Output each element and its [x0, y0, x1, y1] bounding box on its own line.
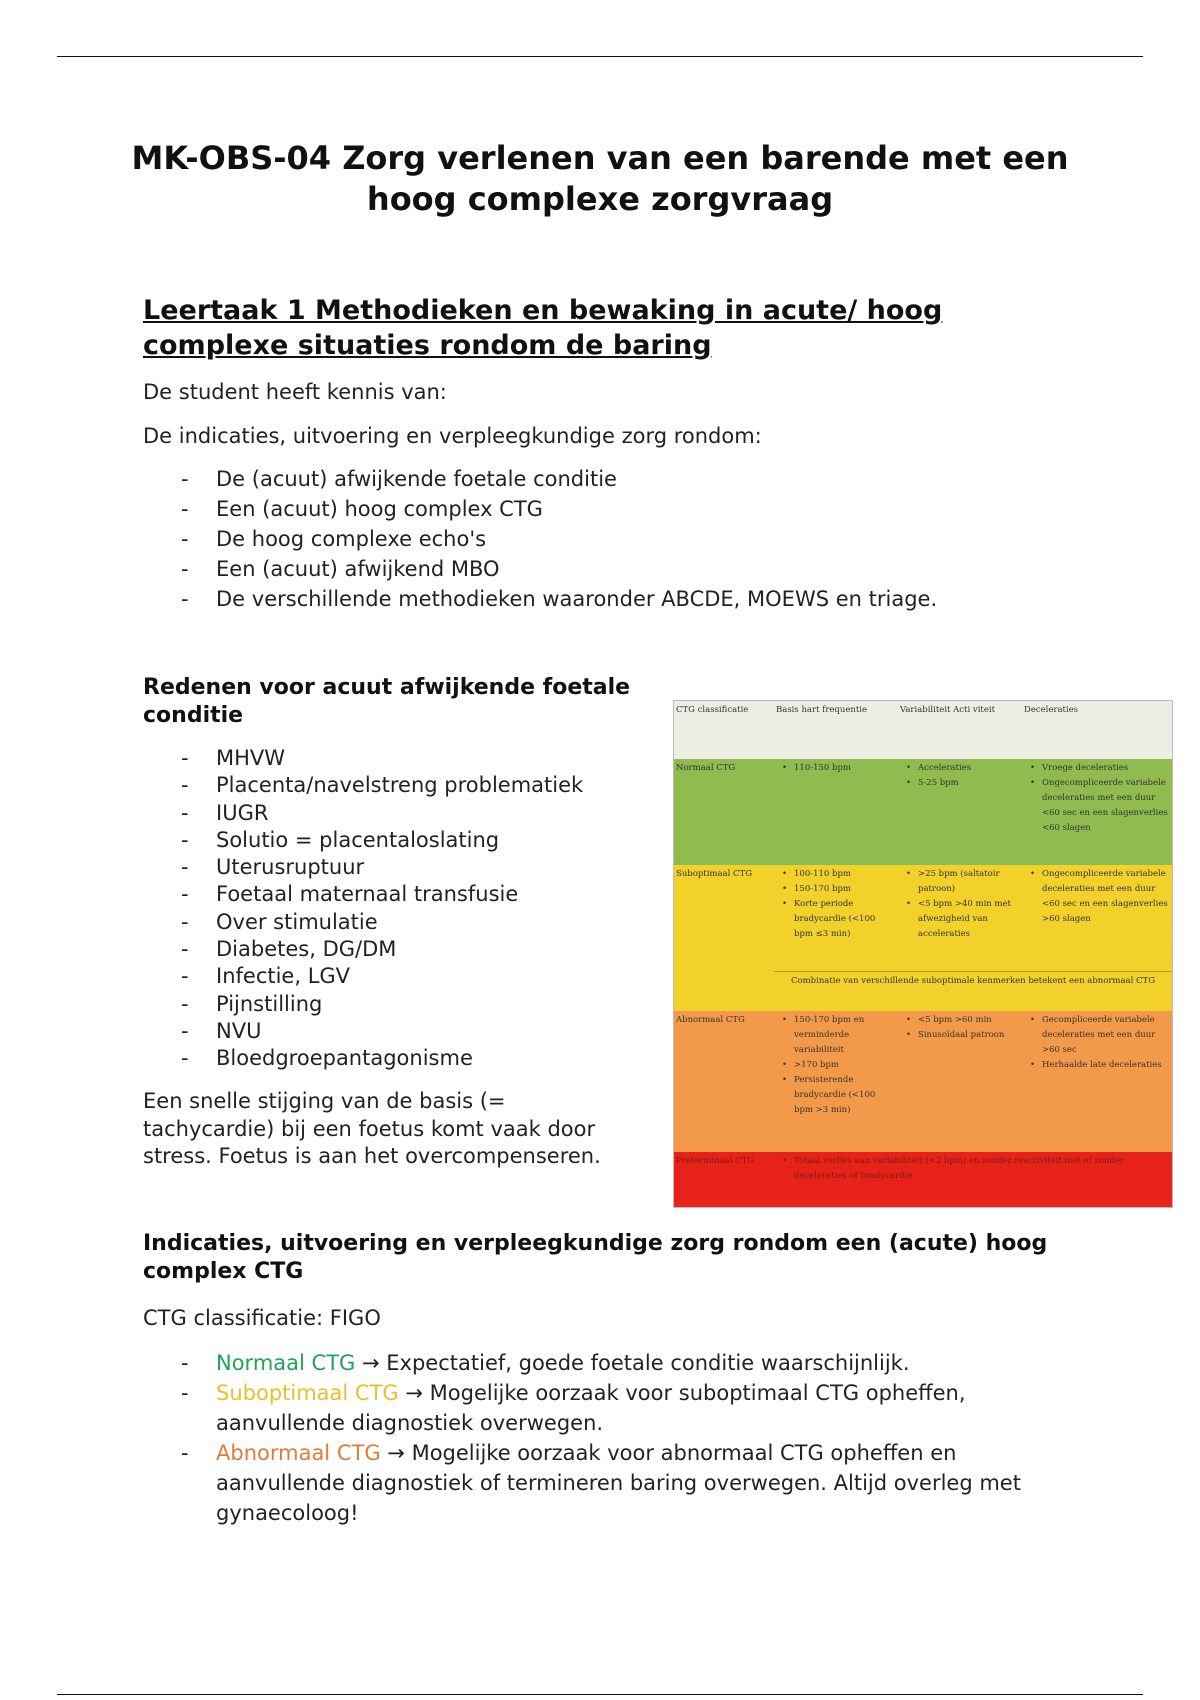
ctg-cell	[1022, 1011, 1172, 1152]
list-item: - De (acuut) afwijkende foetale conditie	[143, 464, 937, 494]
ctg-cell	[898, 1011, 1022, 1152]
list-item: - Pijnstilling	[143, 991, 583, 1018]
ctg-header-cell: Deceleraties	[1022, 701, 1172, 759]
list-item	[143, 1438, 1063, 1528]
leertaak-heading: Leertaak 1 Methodieken en bewaking in acute/ hoog complexe situaties rondom de baring	[143, 295, 943, 361]
suboptimaal-ctg-label: Suboptimaal CTG	[216, 1381, 399, 1405]
ctg-cell-item: • Ongecompliceerde variabele deceleraties met een duur <60 sec en een slagenverlies <60 slagen	[1030, 776, 1170, 836]
ctg-cell	[898, 865, 1022, 971]
ctg-cell-item: • 150-170 bpm	[782, 882, 896, 897]
ctg-cell-item: • Vroege deceleraties	[1030, 761, 1170, 776]
ctg-cell-item: • <5 bpm >60 min	[906, 1013, 1020, 1028]
ctg-spacer	[674, 971, 774, 1011]
list-item: - Placenta/navelstreng problematiek	[143, 772, 583, 799]
list-item: - Infectie, LGV	[143, 963, 583, 990]
ctg-classification-table	[673, 700, 1173, 1208]
ctg-cell	[774, 1011, 898, 1152]
ctg-cell	[1022, 759, 1172, 865]
arrow-icon: →	[361, 1351, 380, 1375]
list-item: - De hoog complexe echo's	[143, 524, 937, 554]
ctg-cell-item: • Acceleraties	[906, 761, 1020, 776]
ctg-header-cell: CTG classificatie	[674, 701, 774, 759]
bottom-rule	[57, 1694, 1143, 1695]
ctg-cell-item: • Sinusoïdaal patroon	[906, 1028, 1020, 1043]
tachycardie-paragraph: Een snelle stijging van de basis (= tachycardie) bij een foetus komt vaak door stress. Foetus is aan het overcompenseren.	[143, 1089, 601, 1168]
intro-paragraph-1: De student heeft kennis van:	[143, 380, 447, 404]
ctg-classificatie-label: CTG classificatie: FIGO	[143, 1306, 381, 1330]
document-title: MK-OBS-04 Zorg verlenen van een barende met een hoog complexe zorgvraag	[131, 139, 1069, 218]
ctg-cell-item: • Korte periode bradycardie (<100 bpm ≤3 min)	[782, 897, 896, 942]
arrow-icon: →	[387, 1441, 405, 1465]
intro-list	[143, 464, 937, 614]
ctg-cell-item: • 5-25 bpm	[906, 776, 1020, 791]
list-item: - IUGR	[143, 800, 583, 827]
ctg-cell	[774, 1152, 1172, 1207]
ctg-cell-item: • Gecompliceerde variabele deceleraties met een duur >60 sec	[1030, 1013, 1170, 1058]
abnormaal-ctg-text: Mogelijke oorzaak voor abnormaal CTG opheffen en aanvullende diagnostiek of termineren baring overwegen. Altijd overleg met gynaecoloog!	[216, 1441, 1021, 1525]
ctg-cell-item: • Herhaalde late deceleraties	[1030, 1058, 1170, 1073]
ctg-cell-item: • >170 bpm	[782, 1058, 896, 1073]
list-item: - Diabetes, DG/DM	[143, 936, 583, 963]
ctg-cell-item: • Totaal verlies aan variabiliteit (<2 bpm) en zonder reactiviteit met of zonder deceleraties of bradycardie	[782, 1154, 1170, 1184]
ctg-cell	[1022, 865, 1172, 971]
list-item: - Over stimulatie	[143, 909, 583, 936]
abnormaal-ctg-label: Abnormaal CTG	[216, 1441, 381, 1465]
ctg-cell	[774, 759, 898, 865]
list-item: - Een (acuut) afwijkend MBO	[143, 554, 937, 584]
normaal-ctg-text: Expectatief, goede foetale conditie waarschijnlijk.	[386, 1351, 910, 1375]
list-item: - Uterusruptuur	[143, 854, 583, 881]
list-item: - Foetaal maternaal transfusie	[143, 881, 583, 908]
list-item: - De verschillende methodieken waaronder ABCDE, MOEWS en triage.	[143, 584, 937, 614]
redenen-list	[143, 745, 583, 1073]
list-item: - MHVW	[143, 745, 583, 772]
top-rule	[57, 56, 1143, 57]
ctg-cell-item: • 150-170 bpm en verminderde variabiliteit	[782, 1013, 896, 1058]
ctg-header-cell: Basis hart frequentie	[774, 701, 898, 759]
ctg-combinatie-note: Combinatie van verschillende suboptimale kenmerken betekent een abnormaal CTG	[774, 971, 1172, 1011]
section-heading-ctg: Indicaties, uitvoering en verpleegkundige zorg rondom een (acute) hoog complex CTG	[143, 1231, 1048, 1284]
ctg-cell-item: • Ongecompliceerde variabele deceleraties met een duur <60 sec en een slagenverlies >60 slagen	[1030, 867, 1170, 927]
list-item: - Bloedgroepantagonisme	[143, 1045, 583, 1072]
ctg-row-label: Suboptimaal CTG	[674, 865, 774, 971]
suboptimaal-ctg-text: Mogelijke oorzaak voor suboptimaal CTG opheffen, aanvullende diagnostiek overwegen.	[216, 1381, 966, 1435]
ctg-cell-item: • >25 bpm (saltatoir patroon)	[906, 867, 1020, 897]
ctg-cell	[774, 865, 898, 971]
list-item: - Solutio = placentaloslating	[143, 827, 583, 854]
list-item: - Een (acuut) hoog complex CTG	[143, 494, 937, 524]
ctg-cell	[898, 759, 1022, 865]
list-item	[143, 1378, 1063, 1438]
ctg-header-cell: Variabiliteit Acti viteit	[898, 701, 1022, 759]
intro-paragraph-2: De indicaties, uitvoering en verpleegkundige zorg rondom:	[143, 424, 762, 448]
ctg-advies-list	[143, 1348, 1063, 1528]
ctg-cell-item: • 100-110 bpm	[782, 867, 896, 882]
ctg-row-label: Abnormaal CTG	[674, 1011, 774, 1152]
section-heading-foetale-conditie: Redenen voor acuut afwijkende foetale conditie	[143, 675, 631, 728]
ctg-cell-item: • <5 bpm >40 min met afwezigheid van acceleraties	[906, 897, 1020, 942]
ctg-cell-item: • 110-150 bpm	[782, 761, 896, 776]
ctg-row-label: Normaal CTG	[674, 759, 774, 865]
list-item	[143, 1348, 1063, 1378]
normaal-ctg-label: Normaal CTG	[216, 1351, 356, 1375]
arrow-icon: →	[405, 1381, 423, 1405]
list-item: - NVU	[143, 1018, 583, 1045]
ctg-cell-item: • Persisterende bradycardie (<100 bpm >3 min)	[782, 1073, 896, 1118]
ctg-row-label: Preterminaal CTG	[674, 1152, 774, 1207]
